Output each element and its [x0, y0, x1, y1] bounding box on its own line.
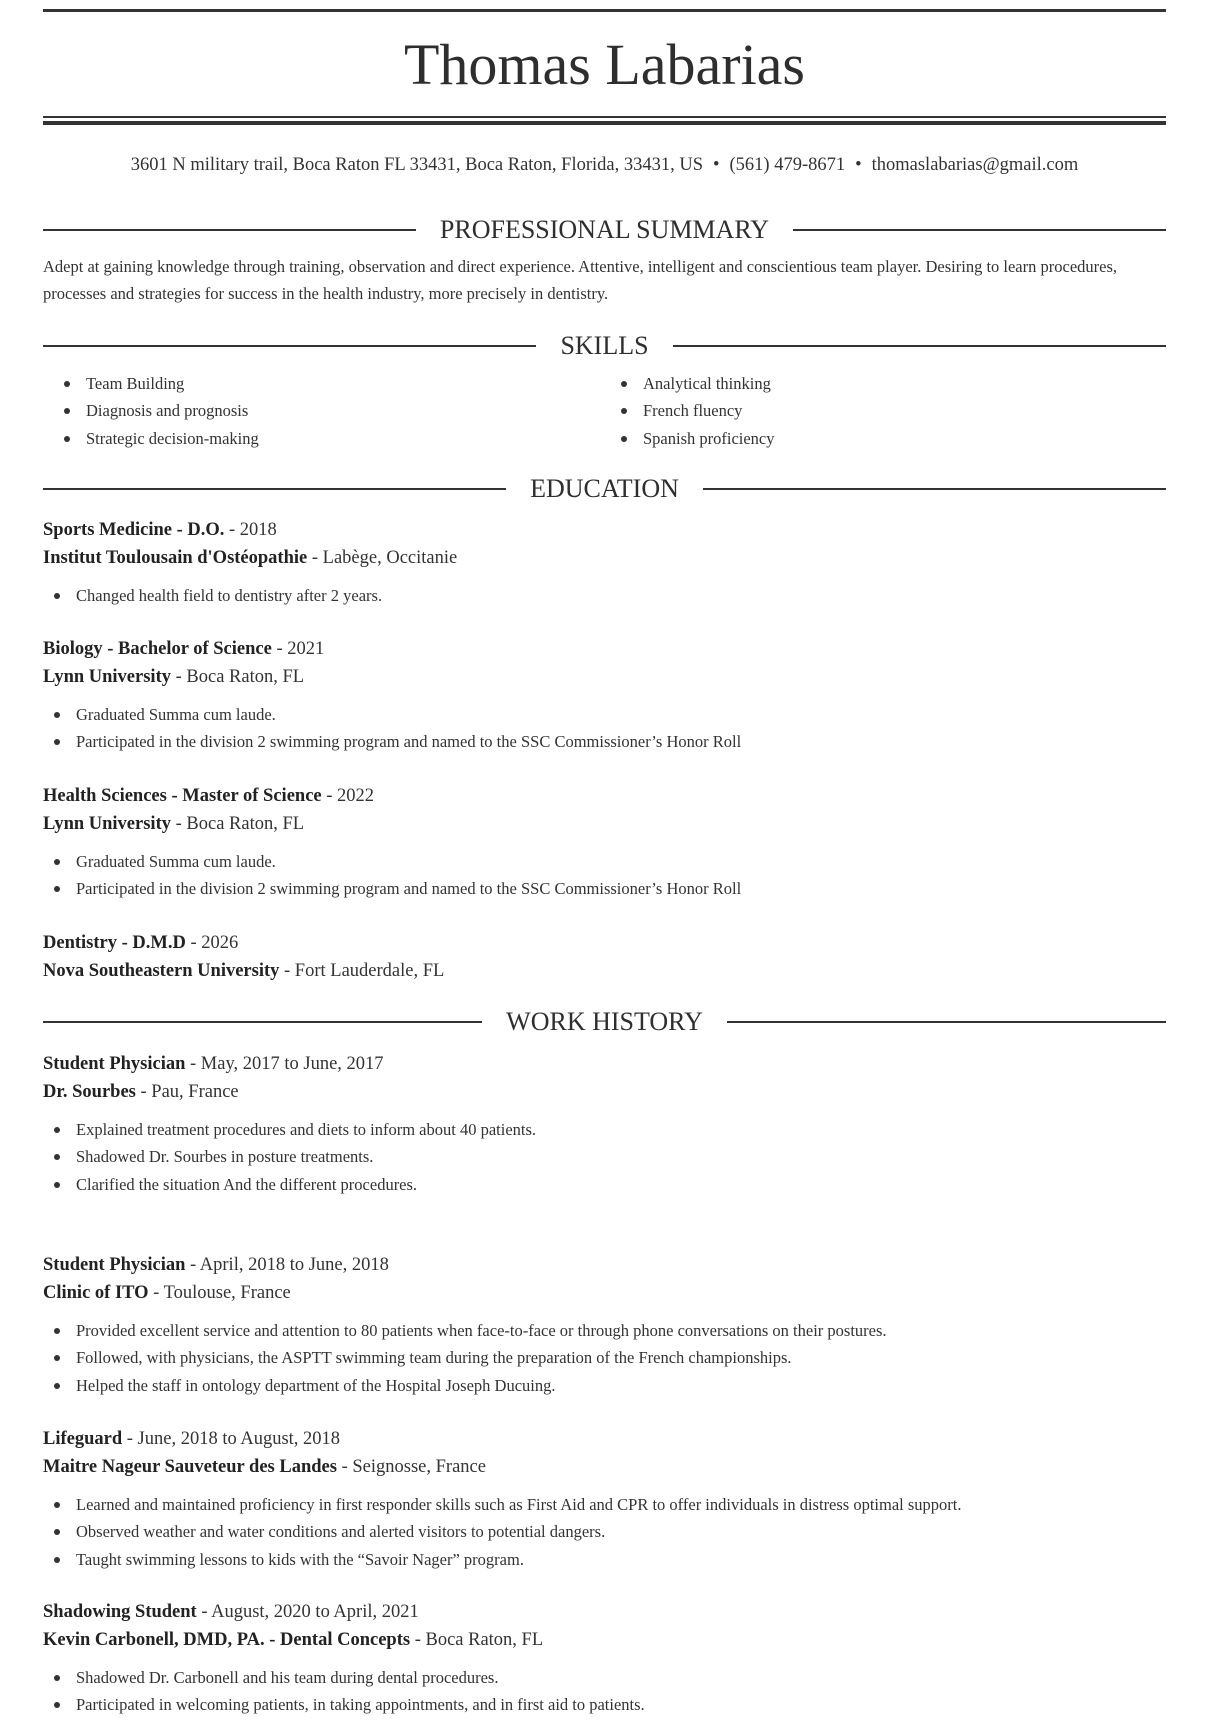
- bullet-item: Followed, with physicians, the ASPTT swimming team during the preparation of the French championships.: [43, 1344, 1166, 1371]
- year: - 2021: [271, 639, 325, 659]
- entry-org-line: [43, 1453, 1166, 1481]
- education-entry: [43, 929, 1166, 985]
- bullet-item: Observed weather and water conditions and alerted visitors to potential dangers.: [43, 1518, 1166, 1545]
- separator-dot: •: [713, 155, 720, 175]
- section-rule: [43, 1021, 482, 1023]
- candidate-name: Thomas Labarias: [403, 32, 805, 97]
- dates: - August, 2020 to April, 2021: [196, 1602, 419, 1622]
- entry-title-line: [43, 635, 1166, 663]
- entry-org-line: [43, 810, 1166, 838]
- summary-text: Adept at gaining knowledge through training, observation and direct experience. Attentive, intelligent and conscientious team player. Desiring to learn procedures, processes and strategies for success in the health industry, more precisely in dentistry.: [43, 257, 1118, 303]
- section-header-work-history: [43, 1006, 1166, 1038]
- phone: (561) 479-8671: [729, 155, 846, 175]
- job-role: Lifeguard: [43, 1429, 123, 1449]
- bullet-item: Explained treatment procedures and diets to inform about 40 patients.: [43, 1116, 1166, 1143]
- skills-list-left: [53, 370, 259, 452]
- entry-org-line: [43, 544, 1166, 572]
- location: - Boca Raton, FL: [170, 814, 305, 834]
- bullet-item: Shadowed Dr. Sourbes in posture treatments.: [43, 1143, 1166, 1170]
- section-title: SKILLS: [560, 331, 649, 360]
- school: Nova Southeastern University: [43, 961, 280, 981]
- bullet-item: Participated in the division 2 swimming program and named to the SSC Commissioner’s Honor Roll: [43, 875, 1166, 902]
- entry-org-line: [43, 1626, 1166, 1654]
- skills-block: [43, 370, 1166, 460]
- skill-item: Strategic decision-making: [53, 425, 259, 452]
- education-entry: [43, 516, 1166, 609]
- year: - 2018: [224, 520, 277, 540]
- entry-bullets: [43, 1317, 1166, 1399]
- skill-item: Analytical thinking: [610, 370, 775, 397]
- entry-title-line: [43, 929, 1166, 957]
- entry-org-line: [43, 1078, 1166, 1106]
- entry-bullets: [43, 1116, 1166, 1198]
- job-role: Shadowing Student: [43, 1602, 197, 1622]
- dates: - April, 2018 to June, 2018: [185, 1255, 389, 1275]
- bullet-item: Graduated Summa cum laude.: [43, 701, 1166, 728]
- address: 3601 N military trail, Boca Raton FL 33431, Boca Raton, Florida, 33431, US: [130, 155, 704, 175]
- bullet-item: Clarified the situation And the different procedures.: [43, 1171, 1166, 1198]
- section-rule: [673, 345, 1166, 347]
- section-title: EDUCATION: [530, 474, 679, 503]
- entry-title-line: [43, 1251, 1166, 1279]
- year: - 2026: [185, 933, 239, 953]
- skill-item: French fluency: [610, 397, 775, 424]
- work-entry: [43, 1425, 1166, 1573]
- education-entry: [43, 782, 1166, 903]
- entry-title-line: [43, 1425, 1166, 1453]
- section-header-skills: [43, 330, 1166, 362]
- bullet-item: Helped the staff in ontology department of the Hospital Joseph Ducuing.: [43, 1372, 1166, 1399]
- entry-bullets: [43, 701, 1166, 756]
- employer: Maitre Nageur Sauveteur des Landes: [43, 1457, 337, 1477]
- degree: Biology - Bachelor of Science: [43, 639, 272, 659]
- section-rule: [43, 229, 416, 231]
- location: - Fort Lauderdale, FL: [279, 961, 445, 981]
- employer: Kevin Carbonell, DMD, PA. - Dental Concepts: [43, 1630, 411, 1650]
- degree: Sports Medicine - D.O.: [43, 520, 225, 540]
- entry-bullets: [43, 1664, 1166, 1719]
- section-rule: [793, 229, 1166, 231]
- work-entry: [43, 1050, 1166, 1198]
- bullet-item: Learned and maintained proficiency in first responder skills such as First Aid and CPR to offer individuals in distress optimal support.: [43, 1491, 1166, 1518]
- location: - Pau, France: [135, 1082, 239, 1102]
- education-entry: [43, 635, 1166, 756]
- work-entry: [43, 1598, 1166, 1719]
- entry-bullets: [43, 1491, 1166, 1573]
- section-title: PROFESSIONAL SUMMARY: [439, 215, 770, 244]
- degree: Health Sciences - Master of Science: [43, 786, 322, 806]
- entry-bullets: [43, 582, 1166, 609]
- bullet-item: Participated in the division 2 swimming program and named to the SSC Commissioner’s Honor Roll: [43, 728, 1166, 755]
- entry-title-line: [43, 1050, 1166, 1078]
- section-header-summary: [43, 214, 1166, 246]
- header-rule-thick: [43, 121, 1166, 125]
- skill-item: Team Building: [53, 370, 259, 397]
- bullet-item: Shadowed Dr. Carbonell and his team during dental procedures.: [43, 1664, 1166, 1691]
- section-rule: [727, 1021, 1166, 1023]
- section-rule: [703, 488, 1166, 490]
- entry-title-line: [43, 1598, 1166, 1626]
- year: - 2022: [321, 786, 375, 806]
- job-role: Student Physician: [43, 1054, 186, 1074]
- location: - Toulouse, France: [148, 1283, 291, 1303]
- job-role: Student Physician: [43, 1255, 186, 1275]
- skill-item: Spanish proficiency: [610, 425, 775, 452]
- location: - Boca Raton, FL: [170, 667, 305, 687]
- email: thomaslabarias@gmail.com: [871, 155, 1079, 175]
- dates: - June, 2018 to August, 2018: [122, 1429, 341, 1449]
- employer: Dr. Sourbes: [43, 1082, 136, 1102]
- bullet-item: Graduated Summa cum laude.: [43, 848, 1166, 875]
- entry-title-line: [43, 516, 1166, 544]
- work-entry: [43, 1251, 1166, 1399]
- bullet-item: Taught swimming lessons to kids with the “Savoir Nager” program.: [43, 1546, 1166, 1573]
- summary-block: [43, 254, 1166, 307]
- location: - Boca Raton, FL: [410, 1630, 544, 1650]
- school: Institut Toulousain d'Ostéopathie: [43, 548, 308, 568]
- entry-bullets: [43, 848, 1166, 903]
- location: - Seignosse, France: [336, 1457, 486, 1477]
- section-title: WORK HISTORY: [506, 1007, 703, 1036]
- degree: Dentistry - D.M.D: [43, 933, 186, 953]
- bullet-item: Participated in welcoming patients, in taking appointments, and in first aid to patients.: [43, 1691, 1166, 1718]
- entry-title-line: [43, 782, 1166, 810]
- separator-dot: •: [855, 155, 862, 175]
- entry-org-line: [43, 957, 1166, 985]
- skills-list-right: [610, 370, 775, 452]
- skill-item: Diagnosis and prognosis: [53, 397, 259, 424]
- school: Lynn University: [43, 814, 171, 834]
- bullet-item: Provided excellent service and attention to 80 patients when face-to-face or through phone conversations on their postures.: [43, 1317, 1166, 1344]
- top-rule: [43, 9, 1166, 12]
- entry-org-line: [43, 1279, 1166, 1307]
- bullet-item: Changed health field to dentistry after 2 years.: [43, 582, 1166, 609]
- section-header-education: [43, 473, 1166, 505]
- contact-line: [0, 153, 1209, 177]
- section-rule: [43, 488, 506, 490]
- header-rule-thin: [43, 116, 1166, 118]
- dates: - May, 2017 to June, 2017: [185, 1054, 384, 1074]
- entry-org-line: [43, 663, 1166, 691]
- location: - Labège, Occitanie: [307, 548, 458, 568]
- section-rule: [43, 345, 536, 347]
- employer: Clinic of ITO: [43, 1283, 149, 1303]
- school: Lynn University: [43, 667, 171, 687]
